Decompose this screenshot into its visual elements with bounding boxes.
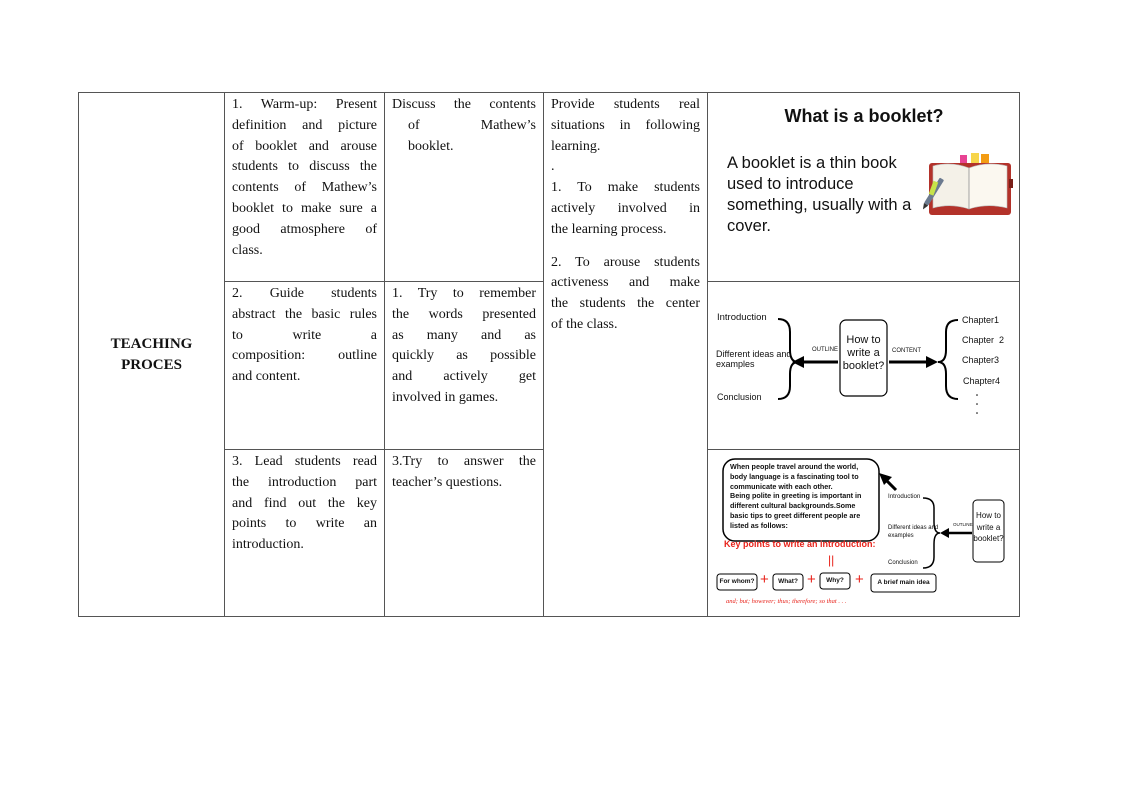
step-line: the introduction part bbox=[232, 474, 377, 490]
slide1-body bbox=[727, 153, 911, 237]
content-label: CONTENT bbox=[892, 348, 921, 354]
step-line: composition: outline bbox=[232, 348, 377, 364]
greeting-paragraph bbox=[730, 462, 880, 531]
bubble-line: body language is a fascinating tool to bbox=[730, 471, 859, 481]
purpose-line: situations in following bbox=[551, 117, 700, 133]
mini-examples: examples bbox=[888, 533, 914, 539]
bubble-line: communicate with each other. bbox=[730, 481, 833, 491]
step-cell-3 bbox=[225, 450, 385, 617]
plus-3: + bbox=[855, 571, 864, 588]
box-for-whom: For whom? bbox=[719, 578, 755, 585]
chapter-1: Chapter1 bbox=[962, 315, 1000, 325]
mini-booklet-box bbox=[973, 510, 1004, 545]
purpose-text bbox=[544, 93, 707, 336]
center-line: booklet? bbox=[842, 360, 885, 372]
slide-outline-diagram bbox=[708, 282, 1019, 449]
step-line: good atmosphere of bbox=[232, 221, 377, 237]
purpose-line: actively involved in bbox=[551, 200, 700, 216]
activity-cell-1 bbox=[385, 93, 544, 282]
step-text-2 bbox=[225, 282, 384, 388]
mini-introduction: Introduction bbox=[888, 493, 921, 500]
outline-item-ideas: Different ideas and bbox=[716, 349, 792, 359]
activity-line: 1. Try to remember bbox=[392, 286, 536, 301]
slide-cell-3 bbox=[708, 450, 1020, 617]
activity-text-2 bbox=[385, 282, 543, 409]
purpose-line: 1. To make students bbox=[551, 180, 700, 196]
plus-1: + bbox=[760, 571, 769, 588]
center-line: How to bbox=[846, 334, 881, 346]
center-line: write a bbox=[847, 347, 880, 359]
activity-line: and actively get bbox=[392, 369, 536, 385]
mini-center-line: write a bbox=[976, 522, 1001, 532]
chapter-4: Chapter4 bbox=[963, 376, 1001, 386]
purpose-line: . bbox=[551, 159, 555, 175]
step-text-1 bbox=[225, 93, 384, 261]
slide-cell-1 bbox=[708, 93, 1020, 282]
slide-cell-2 bbox=[708, 282, 1020, 450]
slide1-line: used to introduce bbox=[727, 175, 854, 193]
stage-cell bbox=[79, 93, 225, 617]
slide1-line: cover. bbox=[727, 217, 772, 235]
booklet-center-box bbox=[840, 334, 887, 373]
box-main-idea: A brief main idea bbox=[877, 579, 930, 586]
step-line: 3. Lead students read bbox=[232, 454, 377, 469]
plus-2: + bbox=[807, 571, 816, 588]
purpose-cell bbox=[544, 93, 708, 617]
outline-item-introduction: Introduction bbox=[717, 312, 767, 323]
step-line: booklet to make sure a bbox=[232, 200, 377, 216]
mini-outline-label: OUTLINE bbox=[953, 522, 973, 527]
activity-line: quickly as possible bbox=[392, 348, 536, 364]
activity-line: of Mathew’s bbox=[408, 117, 536, 133]
bubble-line: When people travel around the world, bbox=[730, 462, 859, 471]
equals-sign: || bbox=[828, 553, 835, 567]
bubble-line: Being polite in greeting is important in bbox=[730, 491, 862, 501]
step-line: to write a bbox=[232, 327, 377, 343]
box-what: What? bbox=[778, 578, 798, 585]
slide-what-is-booklet bbox=[708, 93, 1019, 281]
mini-ideas: Different ideas and bbox=[888, 525, 939, 531]
step-line: and content. bbox=[232, 369, 301, 385]
purpose-line: of the class. bbox=[551, 316, 618, 332]
activity-line: teacher’s questions. bbox=[392, 474, 503, 490]
activity-text-1 bbox=[385, 93, 543, 157]
mini-center-line: booklet? bbox=[973, 534, 1004, 543]
bubble-line: listed as follows: bbox=[730, 520, 788, 530]
chapter-2: Chapter 2 bbox=[962, 335, 1005, 345]
step-line: definition and picture bbox=[232, 117, 377, 133]
purpose-line: learning. bbox=[551, 138, 601, 154]
step-cell-2 bbox=[225, 282, 385, 450]
slide1-line: something, usually with a bbox=[727, 196, 912, 214]
step-line: contents of Mathew’s bbox=[232, 180, 377, 196]
chapter-3: Chapter3 bbox=[962, 355, 1000, 365]
activity-line: as many and as bbox=[392, 327, 536, 343]
purpose-line: 2. To arouse students bbox=[551, 254, 700, 270]
purpose-line bbox=[551, 241, 700, 253]
purpose-line: activeness and make bbox=[551, 275, 700, 291]
purpose-line: the learning process. bbox=[551, 221, 667, 237]
activity-line: booklet. bbox=[408, 138, 454, 154]
activity-line: 3.Try to answer the bbox=[392, 454, 536, 469]
step-line: points to write an bbox=[232, 516, 377, 532]
step-line: abstract the basic rules bbox=[232, 306, 377, 322]
step-text-3 bbox=[225, 450, 384, 556]
activity-line: involved in games. bbox=[392, 389, 499, 405]
activity-line: Discuss the contents bbox=[392, 97, 536, 112]
mini-center-line: How to bbox=[976, 511, 1001, 520]
slide1-title: What is a booklet? bbox=[784, 106, 944, 126]
lesson-plan-table bbox=[78, 92, 1020, 617]
activity-cell-3 bbox=[385, 450, 544, 617]
step-line: 2. Guide students bbox=[232, 286, 377, 301]
outline-label: OUTLINE bbox=[812, 347, 839, 353]
step-line: of booklet and arouse bbox=[232, 138, 377, 154]
open-book-pen-icon bbox=[923, 151, 1013, 221]
key-points-title: Key points to write an introduction: bbox=[724, 539, 876, 549]
bubble-line: different cultural backgrounds.Some bbox=[730, 501, 856, 511]
step-line: introduction. bbox=[232, 537, 304, 553]
outline-item-examples: examples bbox=[716, 359, 755, 369]
slide1-line: A booklet is a thin book bbox=[727, 154, 897, 172]
purpose-line: Provide students real bbox=[551, 97, 700, 112]
step-line: students to discuss the bbox=[232, 159, 377, 175]
slide-introduction-keypoints bbox=[708, 450, 1019, 615]
step-cell-1 bbox=[225, 93, 385, 282]
step-line: class. bbox=[232, 242, 263, 258]
outline-item-conclusion: Conclusion bbox=[717, 392, 762, 402]
step-line: 1. Warm-up: Present bbox=[232, 97, 377, 112]
mini-conclusion: Conclusion bbox=[888, 560, 918, 566]
connectives-line: and; but; however; thus; therefore; so that . . . bbox=[726, 598, 847, 605]
activity-cell-2 bbox=[385, 282, 544, 450]
stage-label: TEACHING PROCES bbox=[110, 335, 193, 373]
activity-line: the words presented bbox=[392, 306, 536, 322]
box-why: Why? bbox=[826, 577, 844, 584]
purpose-line: the students the center bbox=[551, 296, 700, 312]
bubble-line: basic tips to greet different people are bbox=[730, 510, 861, 520]
step-line: and find out the key bbox=[232, 495, 377, 511]
activity-text-3 bbox=[385, 450, 543, 494]
